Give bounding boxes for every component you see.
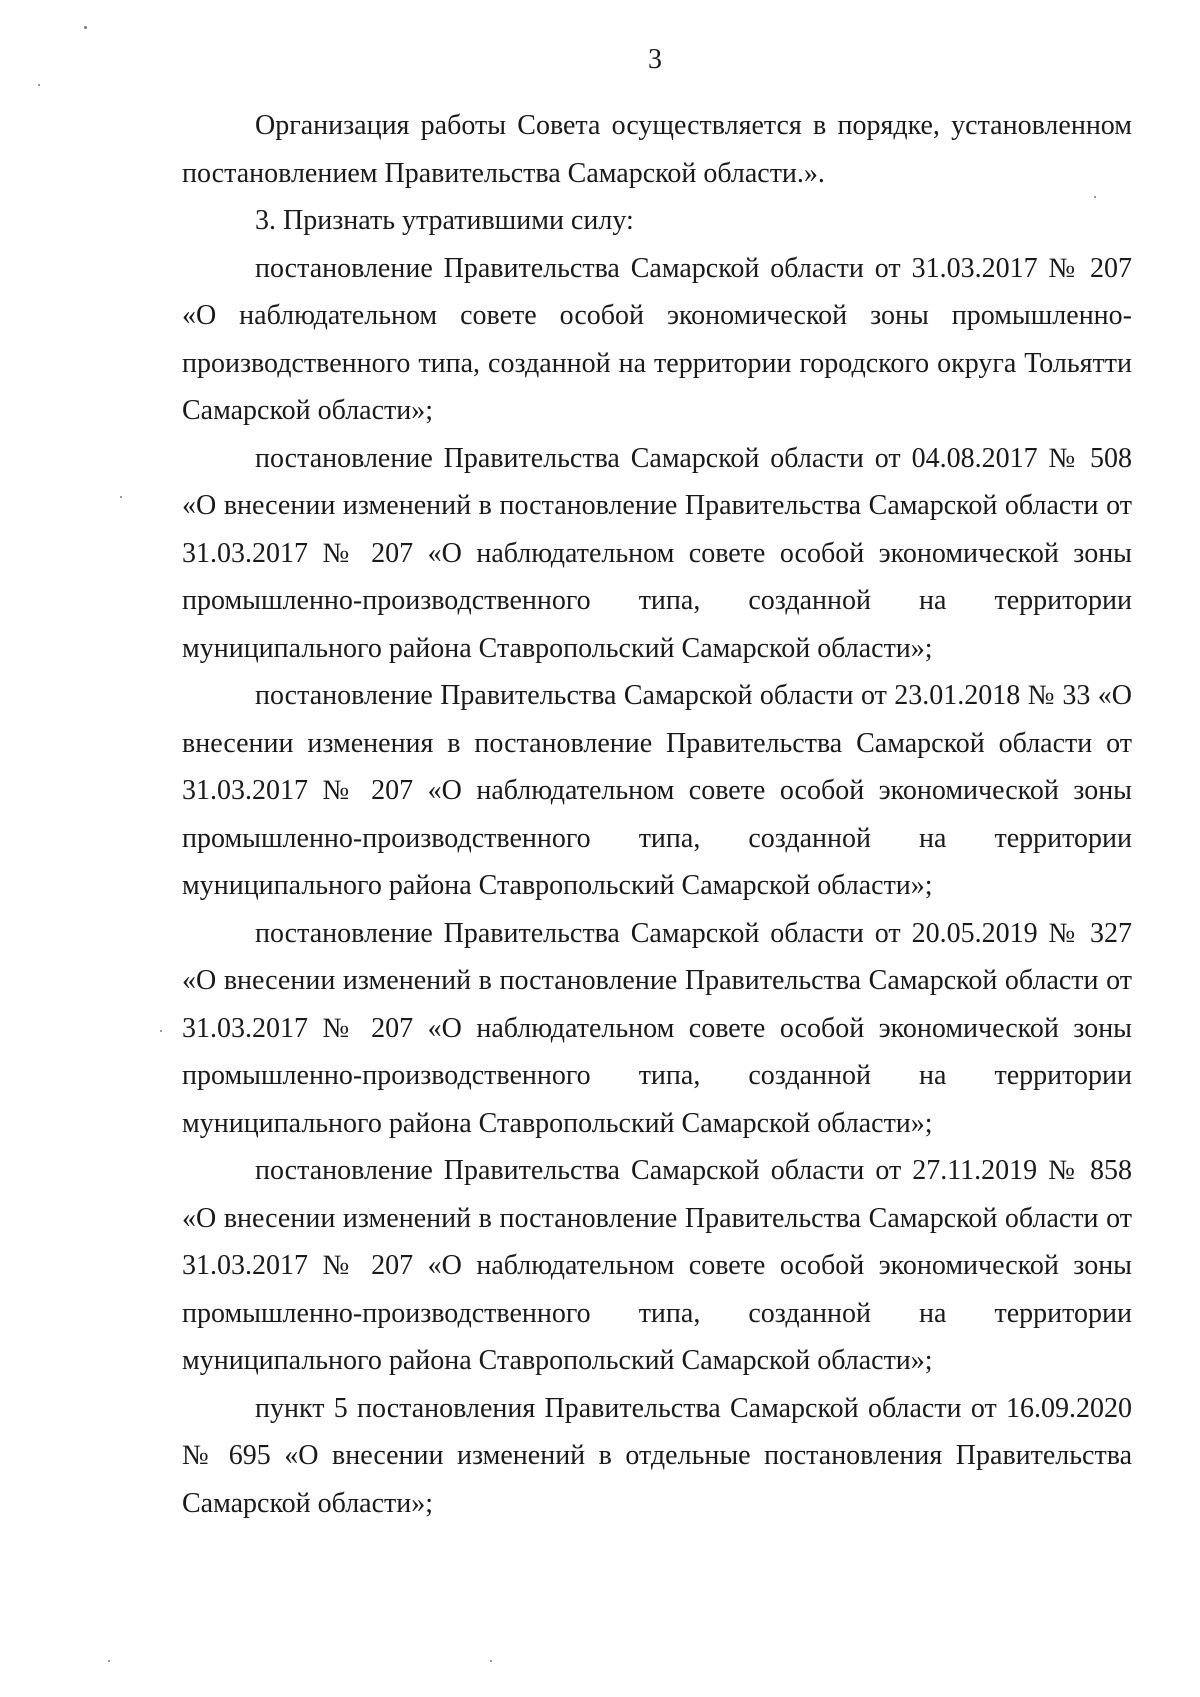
scan-speck [84, 26, 87, 29]
paragraph-repealed-207: постановление Правительства Самарской области от 31.03.2017 № 207 «О наблюдательном совете особой экономической зоны промышленно-производственного типа, созданной на территории городского округа Тольятти Самарской области»; [182, 252, 1132, 426]
paragraph-repealed-33: постановление Правительства Самарской области от 23.01.2018 № 33 «О внесении изменения в постановление Правительства Самарской области от 31.03.2017 № 207 «О наблюдательном совете особой экономической зоны промышленно-производственного типа, созданной на территории муниципального района Ставропольский Самарской области»; [182, 680, 1132, 901]
paragraph-council-organization: Организация работы Совета осуществляется в порядке, установленном постановлением Правительства Самарской области.». [182, 110, 1132, 189]
scan-speck [1094, 196, 1096, 198]
scan-speck [490, 1660, 492, 1662]
scan-speck [160, 1030, 162, 1032]
page-number: 3 [648, 44, 662, 75]
scan-speck [38, 84, 40, 86]
paragraph-item-3-heading: 3. Признать утратившими силу: [255, 205, 634, 236]
paragraph-repealed-858: постановление Правительства Самарской области от 27.11.2019 № 858 «О внесении изменений в постановление Правительства Самарской области от 31.03.2017 № 207 «О наблюдательном совете особой экономической зоны промышленно-производственного типа, созданной на территории муниципального района Ставропольский Самарской области»; [182, 1155, 1132, 1376]
paragraph-repealed-508: постановление Правительства Самарской области от 04.08.2017 № 508 «О внесении изменений в постановление Правительства Самарской области от 31.03.2017 № 207 «О наблюдательном совете особой экономической зоны промышленно-производственного типа, созданной на территории муниципального района Ставропольский Самарской области»; [182, 442, 1132, 664]
paragraph-repealed-695-item-5: пункт 5 постановления Правительства Самарской области от 16.09.2020 № 695 «О внесении изменений в отдельные постановления Правительства Самарской области»; [182, 1392, 1132, 1519]
document-body [182, 102, 1132, 1527]
scan-speck [120, 496, 122, 498]
scan-speck [108, 1660, 110, 1662]
paragraph-repealed-327: постановление Правительства Самарской области от 20.05.2019 № 327 «О внесении изменений в постановление Правительства Самарской области от 31.03.2017 № 207 «О наблюдательном совете особой экономической зоны промышленно-производственного типа, созданной на территории муниципального района Ставропольский Самарской области»; [182, 917, 1132, 1139]
